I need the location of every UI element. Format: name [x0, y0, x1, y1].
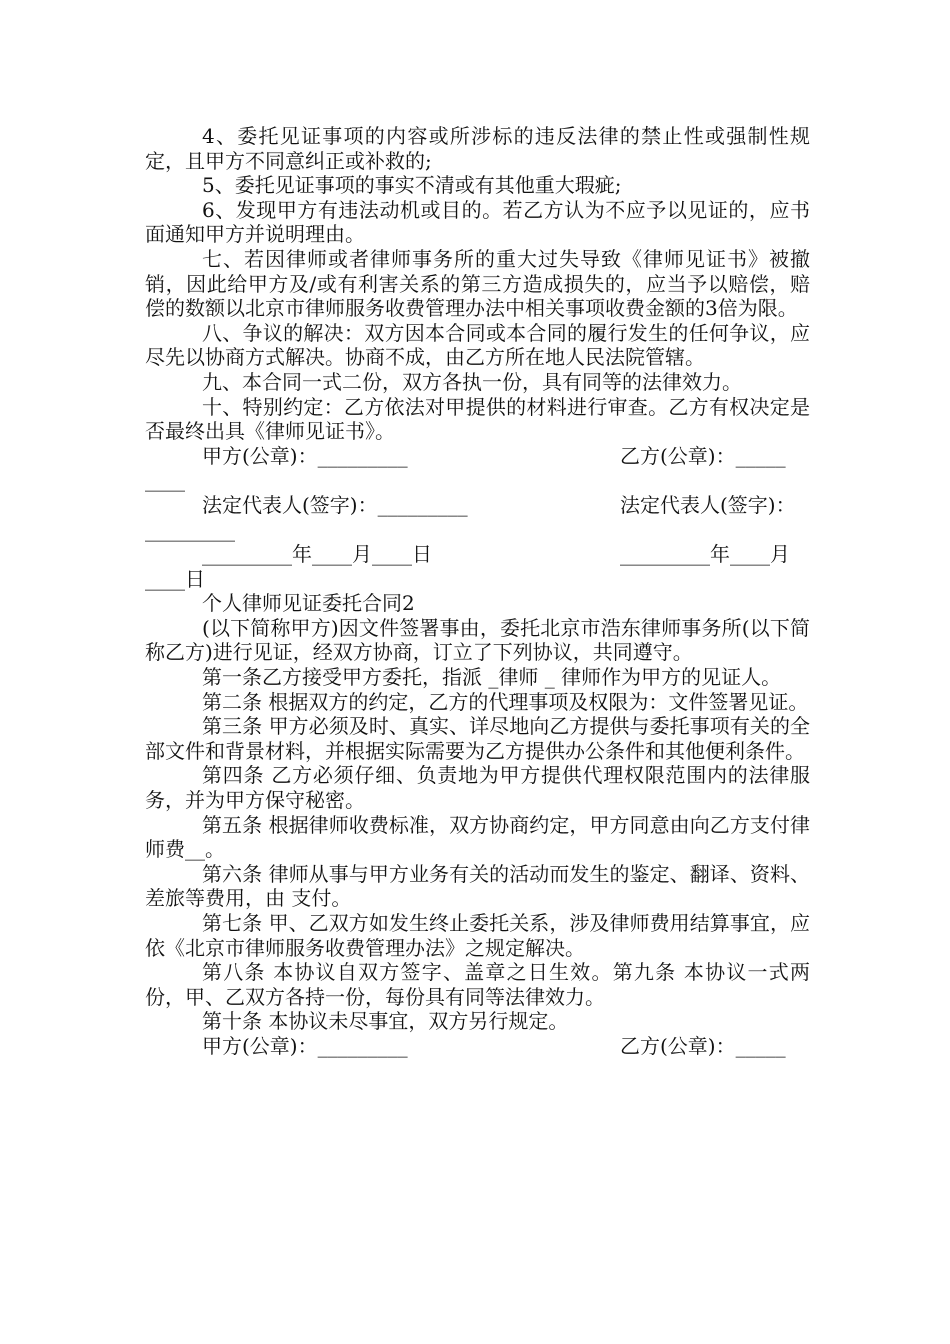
party-a-date-line: _________年____月____日 [202, 542, 432, 567]
contract-2-preamble: (以下简称甲方)因文件签署事由，委托北京市浩东律师事务所(以下简称乙方)进行见证，经双方协商，订立了下列协议，共同遵守。 [145, 615, 810, 665]
paragraph-clause-4: 4、委托见证事项的内容或所涉标的违反法律的禁止性或强制性规定，且甲方不同意纠正或补救的; [145, 124, 810, 173]
signature-representative-row [145, 493, 810, 518]
party-b-seal-line: 乙方(公章)：_____ [620, 443, 786, 468]
party-b-date-line: _________年____月 [620, 542, 790, 567]
contract-2-article-10: 第十条 本协议未尽事宜，双方另行规定。 [202, 1009, 569, 1034]
paragraph-clause-6: 6、发现甲方有违法动机或目的。若乙方认为不应予以见证的，应书面通知甲方并说明理由。 [145, 197, 810, 247]
paragraph-clause-5: 5、委托见证事项的事实不清或有其他重大瑕疵; [202, 173, 622, 198]
contract-2-article-8-9: 第八条 本协议自双方签字、盖章之日生效。第九条 本协议一式两份，甲、乙双方各持一份，每份具有同等法律效力。 [145, 960, 810, 1009]
paragraph-article-8: 八、争议的解决：双方因本合同或本合同的履行发生的任何争议，应尽先以协商方式解决。协商不成，由乙方所在地人民法院管辖。 [145, 320, 810, 370]
contract-2-article-7: 第七条 甲、乙双方如发生终止委托关系，涉及律师费用结算事宜，应依《北京市律师服务收费管理办法》之规定解决。 [145, 911, 810, 960]
paragraph-article-7: 七、若因律师或者律师事务所的重大过失导致《律师见证书》被撤销，因此给甲方及/或有利害关系的第三方造成损失的，应当予以赔偿，赔偿的数额以北京市律师服务收费管理办法中相关事项收费金额的3倍为限。 [145, 246, 810, 321]
contract-2-article-2: 第二条 根据双方的约定，乙方的代理事项及权限为：文件签署见证。 [202, 689, 809, 714]
contract-2-article-6: 第六条 律师从事与甲方业务有关的活动而发生的鉴定、翻译、资料、差旅等费用，由 支付。 [145, 861, 810, 911]
party-a-seal-line: 甲方(公章)：_________ [202, 443, 408, 468]
party-a-representative-line: 法定代表人(签字)：_________ [202, 492, 468, 517]
party-b-seal-line-wrap: ____ [145, 468, 185, 493]
contract-2-article-5: 第五条 根据律师收费标准，双方协商约定，甲方同意由向乙方支付律师费__。 [145, 812, 810, 862]
contract-2-article-1: 第一条乙方接受甲方委托，指派 _律师 _ 律师作为甲方的见证人。 [202, 665, 782, 690]
contract-2-article-3: 第三条 甲方必须及时、真实、详尽地向乙方提供与委托事项有关的全部文件和背景材料，并根据实际需要为乙方提供办公条件和其他便利条件。 [145, 714, 810, 763]
document-body [145, 124, 810, 1059]
contract-2-article-4: 第四条 乙方必须仔细、负责地为甲方提供代理权限范围内的法律服务，并为甲方保守秘密。 [145, 763, 810, 813]
contract-2-title: 个人律师见证委托合同2 [202, 591, 415, 616]
party-b-representative-line-wrap: _________ [145, 517, 235, 542]
paragraph-article-10: 十、特别约定：乙方依法对甲提供的材料进行审查。乙方有权决定是否最终出具《律师见证书》。 [145, 394, 810, 444]
contract-2-party-b-seal-line: 乙方(公章)：_____ [620, 1033, 786, 1058]
contract-2-party-a-seal-line: 甲方(公章)：_________ [202, 1033, 408, 1058]
paragraph-article-9: 九、本合同一式二份，双方各执一份，具有同等的法律效力。 [202, 369, 742, 394]
contract-2-signature-seal-row [145, 1034, 810, 1059]
party-b-representative-line: 法定代表人(签字)： [620, 492, 796, 517]
party-b-date-line-wrap: ____日 [145, 566, 205, 591]
signature-seal-row [145, 444, 810, 469]
signature-date-row [145, 542, 810, 567]
